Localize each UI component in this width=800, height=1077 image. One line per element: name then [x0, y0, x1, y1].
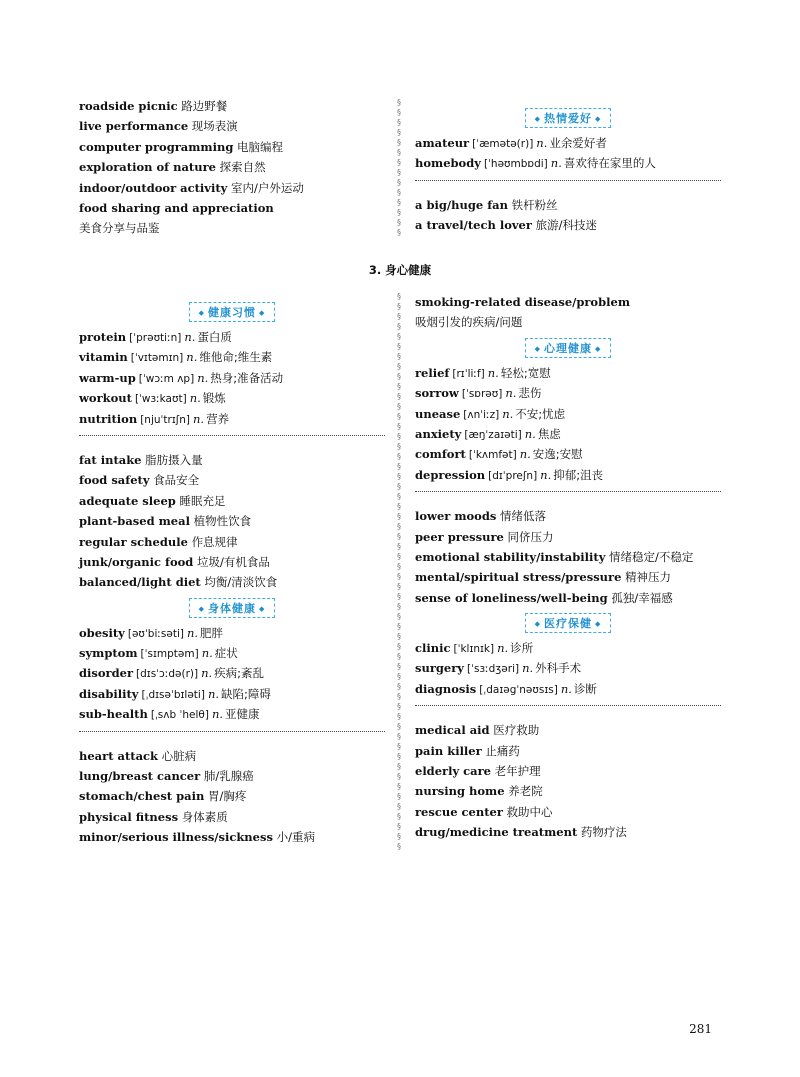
- phonetic: [rɪˈliːf]: [452, 367, 485, 380]
- list-item: [415, 822, 721, 842]
- phonetic: [ˌdaɪəgˈnəʊsɪs]: [479, 683, 558, 696]
- term: unease: [415, 406, 461, 421]
- vocab-entry: [415, 153, 721, 173]
- term: mental/spiritual stress/pressure: [415, 570, 622, 585]
- vocab-entry: [79, 409, 385, 429]
- list-item: [415, 292, 721, 312]
- part-of-speech: n.: [505, 386, 517, 401]
- list-item: [415, 506, 721, 526]
- term: balanced/light diet: [79, 575, 201, 590]
- phonetic: [ˈsɜːdʒəri]: [467, 663, 520, 676]
- translation: 现场表演: [191, 119, 238, 134]
- term: live performance: [79, 119, 189, 134]
- page-number: 281: [689, 1022, 712, 1036]
- list-item: [415, 781, 721, 801]
- part-of-speech: n.: [560, 681, 572, 696]
- vocab-entry: [415, 638, 721, 658]
- list-item: [79, 198, 385, 218]
- list-item: [415, 802, 721, 822]
- vocab-entry: [415, 465, 721, 485]
- list-item: [415, 527, 721, 547]
- translation: 探索自然: [219, 160, 266, 175]
- phonetic: [ˈsɒrəʊ]: [461, 388, 503, 401]
- translation: 同侪压力: [507, 529, 554, 544]
- vocab-entry: [79, 663, 385, 683]
- translation: 食品安全: [153, 473, 200, 488]
- translation: 睡眠充足: [179, 493, 226, 508]
- translation: 作息规律: [191, 534, 238, 549]
- translation: 救助中心: [506, 804, 553, 819]
- list-item: [415, 312, 721, 332]
- translation: 脂肪摄入量: [145, 452, 203, 467]
- phonetic: [ˈsɪmptəm]: [140, 648, 199, 661]
- list-item: [79, 116, 385, 136]
- term: surgery: [415, 661, 464, 676]
- term: warm-up: [79, 370, 136, 385]
- list-item: [79, 786, 385, 806]
- term: smoking-related disease/problem: [415, 295, 631, 309]
- column-divider-bottom: § § § § § § § § § § § § § § § § § § § § § § § § § § § § § § § § § § § § § § § § § § § § § § § § § § § § § § § §: [397, 292, 401, 851]
- term: medical aid: [415, 723, 490, 738]
- term: lung/breast cancer: [79, 769, 201, 784]
- translation: 路边野餐: [181, 99, 228, 113]
- term: stomach/chest pain: [79, 789, 205, 804]
- phonetic: [ˌdɪsəˈbɪləti]: [141, 688, 205, 701]
- dotted-divider: [79, 435, 385, 446]
- phonetic: [ˈhəʊmbɒdi]: [483, 158, 548, 171]
- definition: 诊所: [510, 641, 534, 656]
- list-item: [79, 746, 385, 766]
- list-item: [79, 552, 385, 572]
- vocab-entry: [415, 444, 721, 464]
- term: comfort: [415, 447, 466, 462]
- phonetic: [æŋˈzaɪəti]: [464, 428, 522, 441]
- translation: 铁杆粉丝: [511, 197, 558, 212]
- translation: 植物性饮食: [193, 514, 252, 529]
- dotted-divider: [415, 491, 721, 502]
- term: sub-health: [79, 707, 148, 722]
- list-item: [79, 218, 385, 238]
- term: adequate sleep: [79, 493, 176, 508]
- translation: 情绪低落: [500, 509, 546, 524]
- term: lower moods: [415, 509, 497, 524]
- part-of-speech: n.: [207, 686, 219, 701]
- phonetic: [ˈprəʊtiːn]: [129, 332, 182, 344]
- vocab-entry: [415, 383, 721, 403]
- list-item: [79, 470, 385, 490]
- translation: 身体素质: [181, 809, 228, 824]
- translation: 胃/胸疼: [208, 789, 247, 804]
- term: regular schedule: [79, 534, 188, 549]
- list-item: [79, 178, 385, 198]
- translation: 旅游/科技迷: [535, 218, 597, 233]
- vocab-entry: [79, 643, 385, 663]
- vocab-entry: [79, 684, 385, 704]
- category-tag-label: 健康习惯: [208, 306, 256, 319]
- term: minor/serious illness/sickness: [79, 830, 273, 845]
- category-tag-wrap: [79, 593, 385, 623]
- term: junk/organic food: [79, 554, 194, 569]
- dotted-divider: [415, 180, 721, 191]
- category-tag-label: 医疗保健: [544, 617, 592, 631]
- definition: 疾病;紊乱: [214, 666, 265, 681]
- translation: 精神压力: [625, 570, 672, 585]
- left-column: [79, 297, 385, 848]
- phonetic: [dɪsˈɔːdə(r)]: [136, 668, 199, 681]
- category-tag: ◆ 心理健康 ◆: [525, 338, 612, 358]
- phonetic: [ʌnˈiːz]: [463, 408, 500, 421]
- part-of-speech: n.: [186, 350, 198, 365]
- definition: 蛋白质: [197, 330, 232, 344]
- part-of-speech: n.: [497, 641, 509, 656]
- vocab-entry: [415, 658, 721, 678]
- translation: 心脏病: [161, 748, 197, 763]
- part-of-speech: n.: [201, 646, 213, 661]
- translation: 小/重病: [276, 830, 315, 845]
- definition: 抑郁;沮丧: [553, 467, 604, 482]
- phonetic: [njuˈtrɪʃn]: [140, 413, 191, 426]
- translation: 孤独/幸福感: [611, 590, 673, 605]
- right-column: [415, 292, 721, 843]
- translation: 药物疗法: [580, 825, 627, 840]
- term: food sharing and appreciation: [79, 200, 274, 215]
- definition: 轻松;宽慰: [500, 365, 551, 380]
- list-item: [415, 195, 721, 215]
- part-of-speech: n.: [201, 666, 213, 681]
- list-item: [415, 567, 721, 587]
- list-item: [415, 547, 721, 567]
- list-item: [79, 450, 385, 470]
- term: sense of loneliness/well-being: [415, 590, 608, 605]
- term: diagnosis: [415, 681, 477, 696]
- definition: 维他命;维生素: [199, 350, 273, 365]
- vocab-entry: [415, 133, 721, 153]
- list-item: [79, 96, 385, 116]
- term: symptom: [79, 646, 138, 661]
- term: workout: [79, 391, 132, 406]
- definition: 焦虑: [537, 426, 561, 441]
- term: physical fitness: [79, 809, 179, 824]
- list-item: [415, 741, 721, 761]
- part-of-speech: n.: [502, 406, 514, 421]
- category-tag: ◆ 医疗保健 ◆: [525, 613, 612, 633]
- term: emotional stability/instability: [415, 549, 606, 564]
- vocab-entry: [79, 347, 385, 367]
- category-tag-wrap: [415, 103, 721, 133]
- term: obesity: [79, 625, 125, 640]
- definition: 症状: [214, 646, 238, 661]
- part-of-speech: n.: [487, 365, 499, 380]
- term: plant-based meal: [79, 514, 190, 529]
- translation: 情绪稳定/不稳定: [609, 549, 694, 564]
- translation: 肺/乳腺癌: [203, 769, 254, 784]
- part-of-speech: n.: [550, 156, 562, 171]
- list-item: [79, 827, 385, 847]
- list-item: [415, 215, 721, 235]
- category-tag-label: 热情爱好: [544, 112, 592, 125]
- vocab-entry: [415, 404, 721, 424]
- definition: 不安;忧虑: [515, 406, 566, 421]
- term: exploration of nature: [79, 160, 216, 175]
- definition: 喜欢待在家里的人: [563, 156, 656, 171]
- term: fat intake: [79, 452, 142, 467]
- phonetic: [əʊˈbiːsəti]: [127, 627, 184, 640]
- term: roadside picnic: [79, 99, 178, 113]
- term: nutrition: [79, 411, 138, 426]
- term: nursing home: [415, 784, 505, 799]
- list-item: [79, 137, 385, 157]
- part-of-speech: n.: [522, 661, 534, 676]
- list-item: [79, 491, 385, 511]
- part-of-speech: n.: [211, 707, 223, 722]
- list-item: [415, 761, 721, 781]
- term: food safety: [79, 473, 150, 488]
- category-tag-label: 心理健康: [544, 341, 592, 355]
- phonetic: [ˈæmətə(r)]: [472, 138, 534, 150]
- definition: 外科手术: [535, 661, 582, 676]
- term: a travel/tech lover: [415, 218, 532, 233]
- part-of-speech: n.: [184, 330, 196, 344]
- list-item: [79, 807, 385, 827]
- dotted-divider: [79, 731, 385, 742]
- category-tag-wrap: [415, 333, 721, 363]
- part-of-speech: n.: [540, 467, 552, 482]
- term: a big/huge fan: [415, 197, 508, 212]
- term: disorder: [79, 666, 134, 681]
- term: pain killer: [415, 743, 482, 758]
- vocab-entry: [415, 363, 721, 383]
- term: disability: [79, 686, 139, 701]
- term: peer pressure: [415, 529, 504, 544]
- definition: 缺陷;障碍: [221, 686, 271, 701]
- part-of-speech: n.: [186, 625, 199, 640]
- translation: 垃圾/有机食品: [197, 554, 270, 569]
- phonetic: [ˌsʌb ˈhelθ]: [150, 709, 209, 722]
- part-of-speech: n.: [197, 370, 209, 385]
- definition: 业余爱好者: [549, 136, 607, 150]
- translation: 吸烟引发的疾病/问题: [415, 315, 523, 330]
- translation: 室内/户外运动: [231, 180, 304, 195]
- term: amateur: [415, 136, 470, 150]
- term: depression: [415, 467, 486, 482]
- translation: 养老院: [508, 784, 543, 799]
- vocab-entry: [79, 327, 385, 347]
- definition: 亚健康: [225, 707, 260, 722]
- translation: 电脑编程: [237, 139, 284, 154]
- list-item: [415, 588, 721, 608]
- translation: 均衡/清淡饮食: [204, 575, 278, 590]
- vocab-entry: [79, 368, 385, 388]
- definition: 锻炼: [202, 391, 226, 406]
- category-tag-wrap: [415, 608, 721, 638]
- definition: 诊断: [573, 681, 597, 696]
- category-tag-label: 身体健康: [208, 601, 256, 615]
- category-tag: ◆ 健康习惯 ◆: [189, 302, 276, 322]
- term: vitamin: [79, 350, 128, 365]
- translation: 止痛药: [485, 743, 520, 758]
- dotted-divider: [415, 705, 721, 716]
- phonetic: [ˈkʌmfət]: [468, 449, 517, 462]
- definition: 安逸;安慰: [532, 447, 583, 462]
- list-item: [415, 720, 721, 740]
- part-of-speech: n.: [536, 136, 548, 150]
- category-tag: ◆ 身体健康 ◆: [189, 598, 276, 618]
- part-of-speech: n.: [189, 391, 201, 406]
- phonetic: [ˈvɪtəmɪn]: [130, 352, 184, 365]
- vocab-entry: [415, 679, 721, 699]
- vocab-entry: [79, 623, 385, 643]
- category-tag: ◆ 热情爱好 ◆: [525, 108, 612, 128]
- term: clinic: [415, 641, 451, 656]
- part-of-speech: n.: [193, 411, 205, 426]
- list-item: [79, 572, 385, 592]
- term: anxiety: [415, 426, 462, 441]
- definition: 悲伤: [518, 386, 542, 401]
- term: heart attack: [79, 748, 159, 763]
- term: indoor/outdoor activity: [79, 180, 228, 195]
- term: sorrow: [415, 386, 459, 401]
- definition: 肥胖: [200, 625, 224, 640]
- list-item: [79, 157, 385, 177]
- vocab-entry: [415, 424, 721, 444]
- list-item: [79, 511, 385, 531]
- definition: 热身;准备活动: [210, 370, 284, 385]
- part-of-speech: n.: [519, 447, 531, 462]
- term: elderly care: [415, 764, 491, 779]
- term: rescue center: [415, 804, 503, 819]
- top-right-column: [415, 103, 721, 236]
- term: relief: [415, 365, 450, 380]
- term: homebody: [415, 156, 481, 171]
- phonetic: [dɪˈpreʃn]: [488, 469, 538, 482]
- part-of-speech: n.: [524, 426, 536, 441]
- top-left-column: [79, 96, 385, 239]
- category-tag-wrap: [79, 297, 385, 327]
- list-item: [79, 532, 385, 552]
- definition: 营养: [206, 411, 230, 426]
- phonetic: [ˈwɜːkaʊt]: [134, 393, 187, 406]
- column-divider-top: § § § § § § § § § § § § § §: [397, 98, 401, 237]
- vocab-entry: [79, 704, 385, 724]
- phonetic: [ˈwɔːm ʌp]: [138, 372, 195, 385]
- term: drug/medicine treatment: [415, 825, 578, 840]
- section-title: 3. 身心健康: [368, 263, 432, 277]
- translation: 老年护理: [494, 764, 541, 779]
- vocab-entry: [79, 388, 385, 408]
- term: protein: [79, 330, 127, 344]
- translation: 美食分享与品鉴: [79, 221, 160, 236]
- phonetic: [ˈklɪnɪk]: [453, 643, 495, 656]
- term: computer programming: [79, 139, 234, 154]
- list-item: [79, 766, 385, 786]
- translation: 医疗救助: [493, 723, 540, 738]
